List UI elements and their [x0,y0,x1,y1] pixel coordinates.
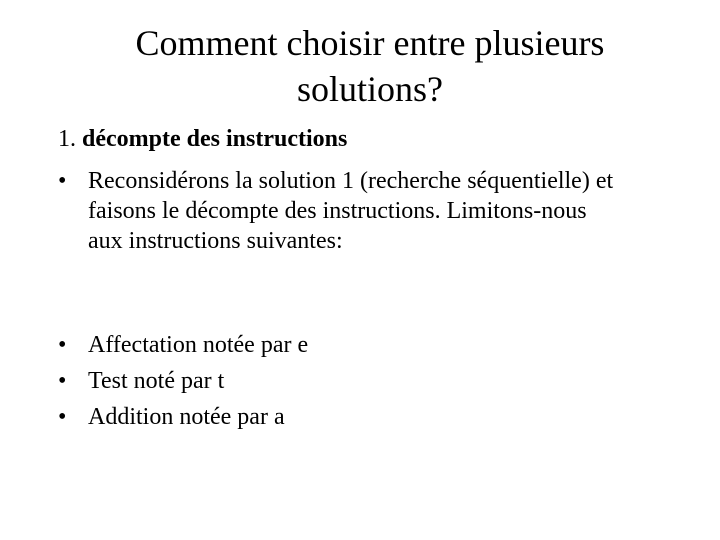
list-item-text: Reconsidérons la solution 1 (recherche séquentielle) et faisons le décompte des instructions. Limitons-nous aux instructions suivantes: [88,168,614,254]
list-item [58,166,618,256]
bullet-icon: • [58,404,67,430]
bullet-icon: • [58,168,67,194]
section-heading-text: décompte des instructions [82,126,348,152]
slide-title-line-2: solutions? [296,69,443,109]
section-heading [58,124,347,154]
bullet-icon: • [58,332,67,358]
list-item-text: Affectation notée par e [88,332,309,358]
slide-title [60,20,680,112]
intro-bullet-list [58,166,618,256]
list-item-text: Test noté par t [88,368,225,394]
list-item-text: Addition notée par a [88,404,285,430]
slide-title-line-1: Comment choisir entre plusieurs [135,23,605,63]
bullet-icon: • [58,368,67,394]
list-item [58,330,618,360]
instruction-bullet-list [58,330,618,438]
list-item [58,366,618,396]
section-number: 1. [58,126,76,152]
list-item [58,402,618,432]
